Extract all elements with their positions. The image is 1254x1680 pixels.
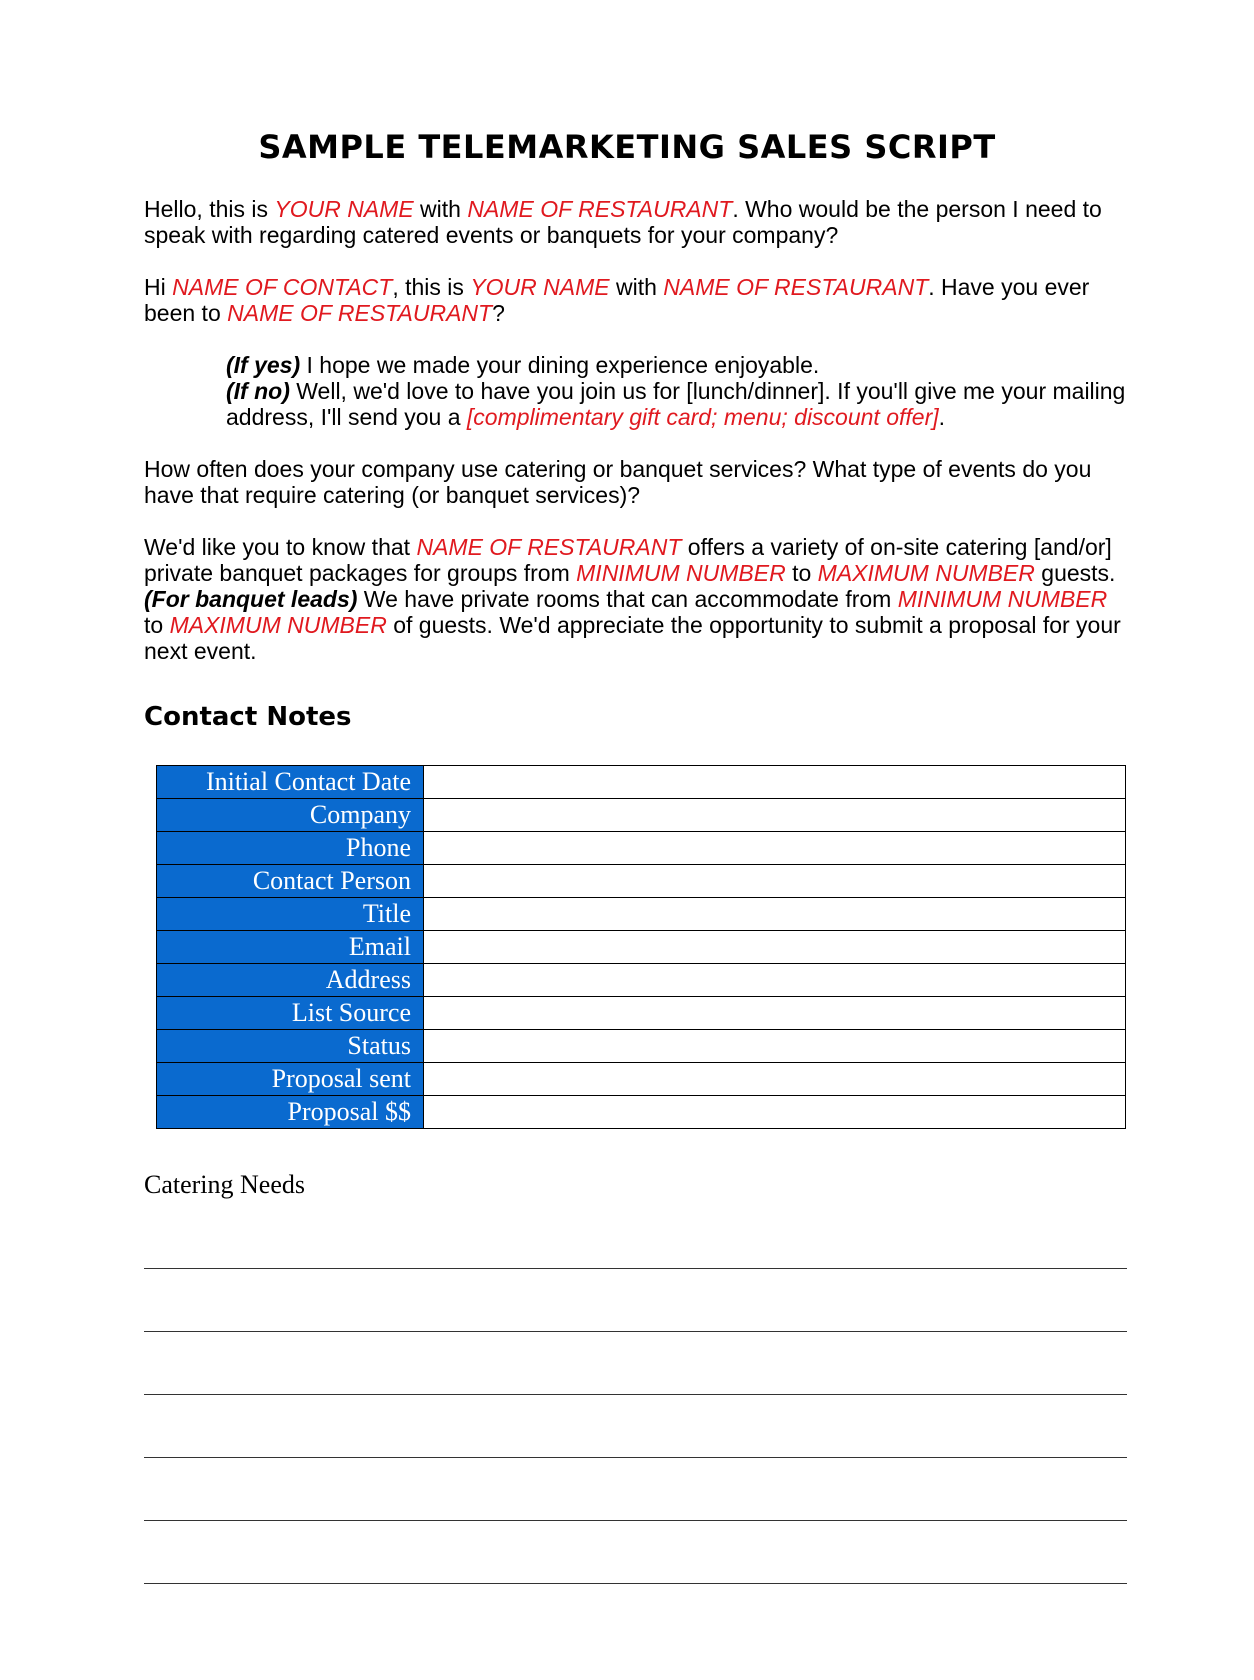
greeting-paragraph [144,196,1124,248]
table-row [157,1063,1126,1096]
text: We have private rooms that can accommodate from [357,586,898,612]
banquet-leads-label: (For banquet leads) [144,586,358,612]
contact-notes-table [156,765,1126,1129]
text: Hi [144,274,173,300]
placeholder-restaurant: NAME OF RESTAURANT [467,196,733,222]
field-label: Address [157,964,424,997]
text: offers a variety of on-site catering [and/or] private banquet packages for groups from [144,534,1112,586]
text: to [785,560,818,586]
offer-paragraph [144,534,1124,664]
catering-needs-line[interactable] [144,1583,1127,1584]
text: with [413,196,468,222]
placeholder-offer: [complimentary gift card; menu; discount offer] [466,404,939,430]
catering-needs-line[interactable] [144,1457,1127,1458]
text: of guests. We'd appreciate the opportunity to submit a proposal for your next event. [144,612,1121,664]
table-row [157,964,1126,997]
field-value-cell[interactable] [424,766,1126,799]
table-row [157,865,1126,898]
text: . Who would be the person I need to speak with regarding catered events or banquets for your company? [144,196,1102,248]
if-no-label: (If no) [226,378,290,404]
if-yes-label: (If yes) [226,352,301,378]
text: I hope we made your dining experience enjoyable. [300,352,820,378]
text: guests. [1034,560,1116,586]
text: , this is [392,274,471,300]
contact-notes-heading: Contact Notes [144,702,352,732]
placeholder-maximum: MAXIMUM NUMBER [817,560,1035,586]
field-value-cell[interactable] [424,832,1126,865]
field-label: Initial Contact Date [157,766,424,799]
introduction-paragraph [144,274,1124,326]
field-value-cell[interactable] [424,1063,1126,1096]
text: to [144,612,170,638]
field-label: Contact Person [157,865,424,898]
field-value-cell[interactable] [424,997,1126,1030]
placeholder-minimum: MINIMUM NUMBER [576,560,786,586]
placeholder-minimum: MINIMUM NUMBER [897,586,1108,612]
field-label: Title [157,898,424,931]
table-row [157,766,1126,799]
field-value-cell[interactable] [424,865,1126,898]
text: How often does your company use catering or banquet services? What type of events do you have that require catering (or banquet services)? [144,456,1092,508]
catering-needs-line[interactable] [144,1331,1127,1332]
placeholder-maximum: MAXIMUM NUMBER [169,612,387,638]
table-row [157,1030,1126,1063]
table-row [157,931,1126,964]
table-row [157,799,1126,832]
text: . Have you ever been to [144,274,1090,326]
placeholder-your-name: YOUR NAME [470,274,610,300]
field-value-cell[interactable] [424,799,1126,832]
field-label: Status [157,1030,424,1063]
field-label: Proposal sent [157,1063,424,1096]
field-label: Phone [157,832,424,865]
field-value-cell[interactable] [424,1096,1126,1129]
table-row [157,898,1126,931]
field-label: Email [157,931,424,964]
field-value-cell[interactable] [424,964,1126,997]
table-row [157,832,1126,865]
placeholder-your-name: YOUR NAME [274,196,414,222]
field-value-cell[interactable] [424,1030,1126,1063]
text: with [609,274,664,300]
text: . [938,404,946,430]
text: Hello, this is [144,196,275,222]
catering-needs-line[interactable] [144,1394,1127,1395]
placeholder-restaurant: NAME OF RESTAURANT [416,534,682,560]
placeholder-contact: NAME OF CONTACT [172,274,393,300]
field-label: List Source [157,997,424,1030]
catering-needs-line[interactable] [144,1268,1127,1269]
placeholder-restaurant: NAME OF RESTAURANT [663,274,929,300]
catering-question-paragraph [144,456,1124,508]
field-value-cell[interactable] [424,898,1126,931]
catering-needs-line[interactable] [144,1520,1127,1521]
text: ? [492,300,505,326]
text: Well, we'd love to have you join us for [lunch/dinner]. If you'll give me your mailing address, I'll send you a [226,378,1126,430]
text: We'd like you to know that [144,534,417,560]
table-row [157,997,1126,1030]
response-options [226,352,1126,430]
placeholder-restaurant: NAME OF RESTAURANT [227,300,493,326]
field-label: Proposal $$ [157,1096,424,1129]
table-row [157,1096,1126,1129]
field-value-cell[interactable] [424,931,1126,964]
field-label: Company [157,799,424,832]
catering-needs-label: Catering Needs [144,1170,306,1199]
page-title: SAMPLE TELEMARKETING SALES SCRIPT [258,128,996,166]
